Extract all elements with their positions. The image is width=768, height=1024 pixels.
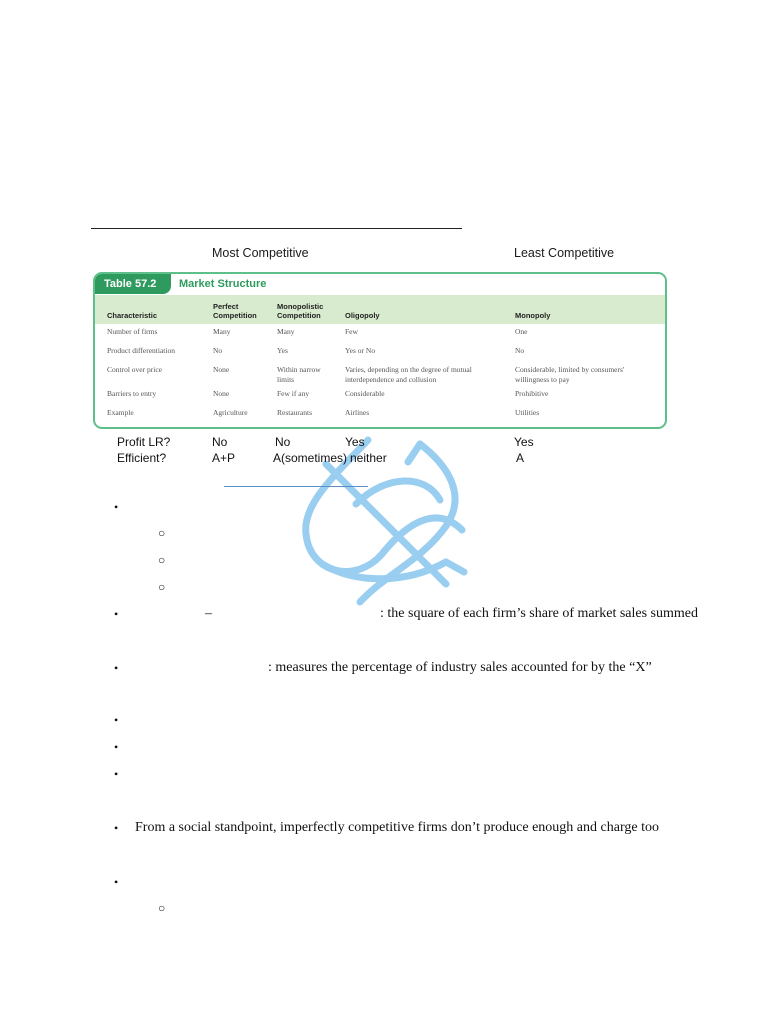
table-cell: Prohibitive bbox=[515, 389, 549, 398]
bullet-marker: • bbox=[114, 713, 119, 727]
table-cell: None bbox=[213, 389, 230, 398]
blank-link-underline bbox=[224, 486, 368, 487]
table-cell: Considerable, limited by consumers' bbox=[515, 365, 625, 374]
table-cell: One bbox=[515, 327, 528, 336]
table-number: Table 57.2 bbox=[95, 274, 171, 294]
header-oligopoly: Oligopoly bbox=[345, 311, 380, 320]
table-cell: Agriculture bbox=[213, 408, 248, 417]
table-cell: Varies, depending on the degree of mutual bbox=[345, 365, 472, 374]
profit-lr-monopoly: Yes bbox=[514, 435, 534, 449]
table-cell: Airlines bbox=[345, 408, 370, 417]
efficient-monopoly: A bbox=[516, 451, 525, 465]
section-rule bbox=[91, 228, 462, 229]
header-monopolistic-2: Competition bbox=[277, 311, 321, 320]
efficient-monopolistic: A(sometimes) bbox=[273, 451, 348, 465]
table-cell: Product differentiation bbox=[107, 346, 175, 355]
bullet-marker: • bbox=[114, 821, 119, 835]
sub-bullet-marker: ○ bbox=[158, 901, 166, 915]
table-name: Market Structure bbox=[179, 278, 267, 290]
table-cell: Control over price bbox=[107, 365, 162, 374]
table-title-row bbox=[95, 274, 665, 294]
efficient-perfect: A+P bbox=[212, 451, 236, 465]
bullet-marker: • bbox=[114, 740, 119, 754]
market-structure-table bbox=[91, 269, 677, 436]
table-cell: interdependence and collusion bbox=[345, 375, 437, 384]
table-cell: Yes or No bbox=[345, 346, 376, 355]
table-cell: willingness to pay bbox=[515, 375, 570, 384]
efficient-label: Efficient? bbox=[117, 451, 167, 465]
bullet-marker: • bbox=[114, 500, 119, 514]
table-header bbox=[95, 295, 665, 324]
table-cell: limits bbox=[277, 375, 295, 384]
bullet-marker: • bbox=[114, 875, 119, 889]
least-competitive-label: Least Competitive bbox=[514, 246, 615, 260]
table-cell: Barriers to entry bbox=[107, 389, 157, 398]
sub-bullet-marker: ○ bbox=[158, 580, 166, 594]
table-cell: Considerable bbox=[345, 389, 385, 398]
sub-bullet-marker: ○ bbox=[158, 553, 166, 567]
table-cell: Few bbox=[345, 327, 358, 336]
bullet-marker: • bbox=[114, 607, 119, 621]
table-cell: Example bbox=[107, 408, 134, 417]
table-cell: Utilities bbox=[515, 408, 540, 417]
table-frame bbox=[93, 272, 667, 429]
header-perfect-2: Competition bbox=[213, 311, 257, 320]
header-monopolistic: Monopolistic bbox=[277, 302, 324, 311]
profit-lr-monopolistic: No bbox=[275, 435, 291, 449]
header-characteristic: Characteristic bbox=[107, 311, 158, 320]
profit-lr-oligopoly: Yes bbox=[345, 435, 365, 449]
hhi-definition: : the square of each firm’s share of market sales summed bbox=[380, 606, 699, 621]
table-cell: Many bbox=[213, 327, 231, 336]
profit-lr-perfect: No bbox=[212, 435, 228, 449]
sub-bullet-marker: ○ bbox=[158, 526, 166, 540]
profit-lr-label: Profit LR? bbox=[117, 435, 171, 449]
table-cell: Many bbox=[277, 327, 295, 336]
table-cell: None bbox=[213, 365, 230, 374]
efficient-oligopoly: neither bbox=[350, 451, 387, 465]
header-monopoly: Monopoly bbox=[515, 311, 551, 320]
social-standpoint-text: From a social standpoint, imperfectly competitive firms don’t produce enough and charge too bbox=[135, 820, 659, 835]
header-perfect: Perfect bbox=[213, 302, 239, 311]
table-cell: Restaurants bbox=[277, 408, 312, 417]
bullet-marker: • bbox=[114, 661, 119, 675]
table-cell: No bbox=[515, 346, 525, 355]
hhi-dash: – bbox=[205, 606, 212, 621]
most-competitive-label: Most Competitive bbox=[212, 246, 309, 260]
concentration-ratio-definition: : measures the percentage of industry sales accounted for by the “X” bbox=[268, 660, 652, 675]
table-cell: Yes bbox=[277, 346, 288, 355]
table-cell: Within narrow bbox=[277, 365, 321, 374]
table-cell: Few if any bbox=[277, 389, 310, 398]
bullet-marker: • bbox=[114, 767, 119, 781]
table-cell: No bbox=[213, 346, 223, 355]
table-cell: Number of firms bbox=[107, 327, 158, 336]
